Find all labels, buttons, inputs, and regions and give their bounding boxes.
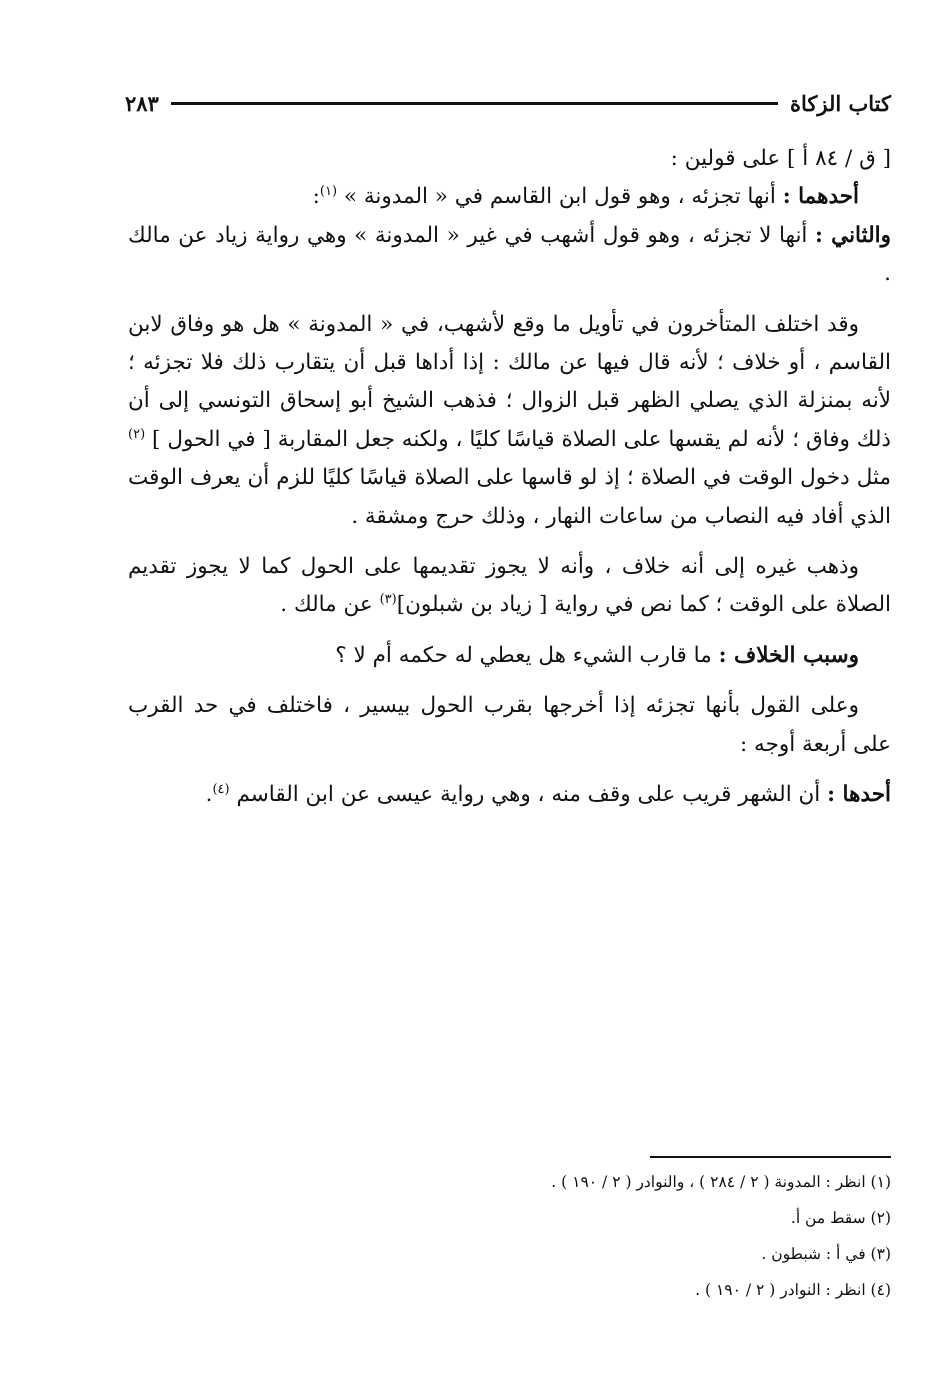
p8-lead: أحدها : bbox=[827, 782, 891, 808]
p3-lead: والثاني : bbox=[814, 222, 891, 248]
paragraph-6 bbox=[128, 637, 891, 675]
p4-end: مثل دخول الوقت في الصلاة ؛ إذ لو قاسها على الصلاة قياسًا كليًا للزم أن يعرف الوقت الذي أفاد فيه النصاب من ساعات النهار ، وذلك حرج ومشقة . bbox=[128, 465, 891, 529]
p7-text: وعلى القول بأنها تجزئه إذا أخرجها بقرب الحول بيسير ، فاختلف في حد القرب على أربعة أوجه : bbox=[128, 693, 891, 757]
page-header bbox=[125, 86, 891, 120]
paragraph-3 bbox=[128, 217, 891, 294]
footnote-separator bbox=[650, 1156, 891, 1158]
paragraph-8 bbox=[128, 776, 891, 814]
footnote-ref-1[interactable]: (١) bbox=[319, 184, 338, 200]
paragraph-1 bbox=[128, 140, 891, 178]
paragraph-7 bbox=[128, 687, 891, 764]
p2-lead: أحدهما : bbox=[782, 184, 859, 210]
paragraph-2 bbox=[128, 178, 891, 216]
footnotes bbox=[128, 1164, 891, 1308]
footnote-4: (٤) انظر : النوادر ( ٢ / ١٩٠ ) . bbox=[695, 1281, 891, 1299]
footnote-3: (٣) في أ : شبطون . bbox=[761, 1245, 891, 1263]
p5-text: وذهب غيره إلى أنه خلاف ، وأنه لا يجوز تقديمها على الحول كما لا يجوز تقديم الصلاة على الوقت ؛ كما نص في رواية [ زياد بن شبلون] bbox=[128, 554, 891, 618]
header-rule bbox=[171, 102, 778, 105]
p3-text: أنها لا تجزئه ، وهو قول أشهب في غير « المدونة » وهي رواية زياد عن مالك . bbox=[128, 222, 891, 287]
p2-text: أنها تجزئه ، وهو قول ابن القاسم في « المدونة » bbox=[337, 184, 783, 210]
p8-end: . bbox=[205, 782, 213, 808]
p2-end: : bbox=[312, 184, 320, 210]
paragraph-4 bbox=[128, 306, 891, 536]
footnote-ref-4[interactable]: (٤) bbox=[212, 781, 230, 797]
paragraph-5 bbox=[128, 548, 891, 625]
p8-text: أن الشهر قريب على وقف منه ، وهي رواية عيسى عن ابن القاسم bbox=[229, 782, 828, 808]
p5-end: عن مالك . bbox=[280, 592, 380, 618]
p6-lead: وسبب الخلاف : bbox=[718, 642, 859, 668]
p4-text: وقد اختلف المتأخرون في تأويل ما وقع لأشهب، في « المدونة » هل هو وفاق لابن القاسم ، أو خلاف ؛ لأنه قال فيها عن مالك : إذا أداها قبل أن يتقارب ذلك فلا تجزئه ؛ لأنه بمنزلة الذي يصلي الظهر قبل الزوال ؛ فذهب الشيخ أبو إسحاق التونسي إلى أن ذلك وفاق ؛ لأنه لم يقسها على الصلاة قياسًا كليًا ، ولكنه جعل المقاربة [ في الحول ] bbox=[128, 311, 891, 452]
chapter-title: كتاب الزكاة bbox=[789, 90, 891, 116]
footnote-2: (٢) سقط من أ. bbox=[790, 1209, 891, 1227]
body-text bbox=[128, 140, 891, 815]
p6-text: ما قارب الشيء هل يعطي له حكمه أم لا ؟ bbox=[335, 642, 719, 668]
page-number: ٢٨٣ bbox=[125, 90, 159, 116]
footnote-1: (١) انظر : المدونة ( ٢ / ٢٨٤ ) ، والنوادر ( ٢ / ١٩٠ ) . bbox=[551, 1173, 891, 1191]
footnote-ref-3[interactable]: (٣) bbox=[379, 592, 397, 608]
footnote-ref-2[interactable]: (٢) bbox=[128, 426, 146, 442]
p1-text: [ ق / ٨٤ أ ] على قولين : bbox=[670, 146, 891, 171]
